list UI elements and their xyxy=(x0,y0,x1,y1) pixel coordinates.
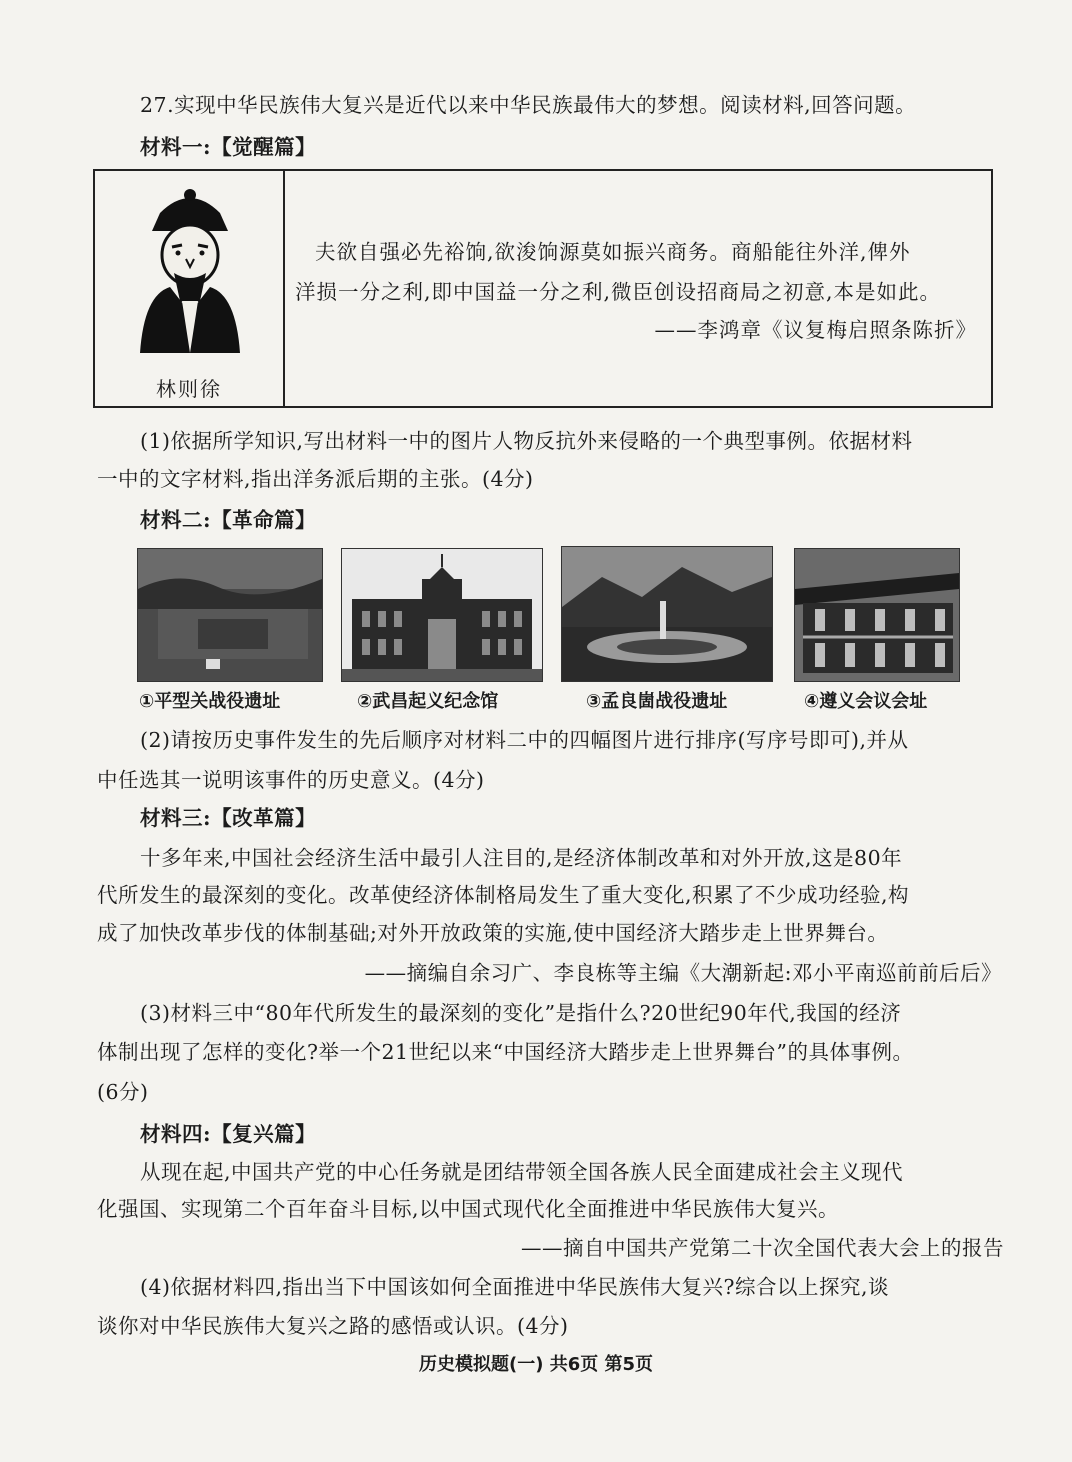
q4-line: 谈你对中华民族伟大复兴之路的感悟或认识。(4分) xyxy=(97,1314,569,1338)
material1-divider xyxy=(283,171,285,406)
material4-source: ——摘自中国共产党第二十次全国代表大会上的报告 xyxy=(521,1236,1004,1260)
material3-line: 十多年来,中国社会经济生活中最引人注目的,是经济体制改革和对外开放,这是80年 xyxy=(140,846,903,870)
material4-label: 材料四:【复兴篇】 xyxy=(140,1122,317,1146)
q3-line: (6分) xyxy=(97,1080,149,1104)
material3-source: ——摘编自余习广、李良栋等主编《大潮新起:邓小平南巡前前后后》 xyxy=(364,961,1002,985)
photo-menglianggu xyxy=(561,546,773,682)
page-footer: 历史模拟题(一) 共6页 第5页 xyxy=(418,1354,654,1375)
lin-zexu-portrait xyxy=(120,183,260,353)
q3-line: (3)材料三中“80年代所发生的最深刻的变化”是指什么?20世纪90年代,我国的经济 xyxy=(140,1001,902,1025)
material1-box xyxy=(93,169,993,408)
material3-label: 材料三:【改革篇】 xyxy=(140,806,317,830)
photo-zunyi xyxy=(794,548,960,682)
photo-caption: ④遵义会议会址 xyxy=(804,691,928,712)
q1-line: (1)依据所学知识,写出材料一中的图片人物反抗外来侵略的一个典型事例。依据材料 xyxy=(140,429,913,453)
material3-line: 代所发生的最深刻的变化。改革使经济体制格局发生了重大变化,积累了不少成功经验,构 xyxy=(97,883,910,907)
photo-pingxingguan xyxy=(137,548,323,682)
q4-line: (4)依据材料四,指出当下中国该如何全面推进中华民族伟大复兴?综合以上探究,谈 xyxy=(140,1275,890,1299)
q3-line: 体制出现了怎样的变化?举一个21世纪以来“中国经济大踏步走上世界舞台”的具体事例。 xyxy=(97,1040,914,1064)
photo-caption: ②武昌起义纪念馆 xyxy=(357,691,499,712)
photo-caption: ③孟良崮战役遗址 xyxy=(586,691,728,712)
material2-label: 材料二:【革命篇】 xyxy=(140,508,317,532)
photo-caption: ①平型关战役遗址 xyxy=(139,691,281,712)
photo-wuchang xyxy=(341,548,543,682)
material4-line: 化强国、实现第二个百年奋斗目标,以中国式现代化全面推进中华民族伟大复兴。 xyxy=(97,1197,840,1221)
q2-line: 中任选其一说明该事件的历史意义。(4分) xyxy=(97,768,485,792)
material1-quote-line: 洋损一分之利,即中国益一分之利,微臣创设招商局之初意,本是如此。 xyxy=(295,280,942,304)
material3-line: 成了加快改革步伐的体制基础;对外开放政策的实施,使中国经济大踏步走上世界舞台。 xyxy=(97,921,889,945)
q2-line: (2)请按历史事件发生的先后顺序对材料二中的四幅图片进行排序(写序号即可),并从 xyxy=(140,728,909,752)
material1-source: ——李鸿章《议复梅启照条陈折》 xyxy=(654,318,977,342)
material4-line: 从现在起,中国共产党的中心任务就是团结带领全国各族人民全面建成社会主义现代 xyxy=(140,1160,904,1184)
q1-line: 一中的文字材料,指出洋务派后期的主张。(4分) xyxy=(97,467,534,491)
portrait-caption: 林则徐 xyxy=(156,377,222,401)
material1-quote-line: 夫欲自强必先裕饷,欲浚饷源莫如振兴商务。商船能往外洋,俾外 xyxy=(315,240,911,264)
question-intro: 27.实现中华民族伟大复兴是近代以来中华民族最伟大的梦想。阅读材料,回答问题。 xyxy=(140,93,917,117)
material1-label: 材料一:【觉醒篇】 xyxy=(140,135,317,159)
